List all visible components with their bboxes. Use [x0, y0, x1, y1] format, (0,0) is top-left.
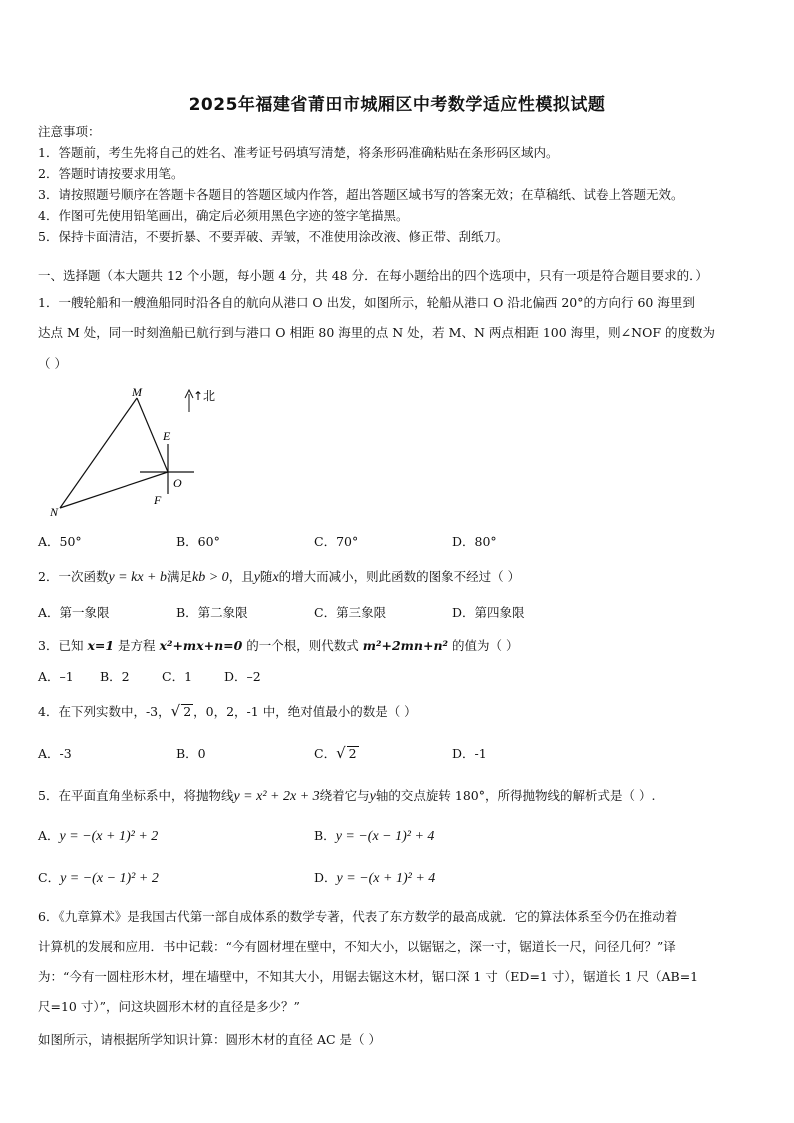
q2-text-part: ，且	[228, 569, 254, 584]
notice-item: 5．保持卡面清洁，不要折暴、不要弄破、弄皱，不准使用涂改液、修正带、刮纸刀。	[38, 229, 509, 244]
q1-text: （ ）	[38, 356, 67, 371]
label-m: M	[132, 385, 142, 399]
notice-heading: 注意事项：	[38, 124, 101, 139]
q2-suffix: 的增大而减小，则此函数的图象不经过（ ）	[278, 569, 521, 584]
q5-option-equation: y = −(x + 1)² + 2	[59, 829, 159, 844]
q6-text: 计算机的发展和应用．书中记载：“今有圆材埋在壁中，不知大小，以锯锯之，深一寸，锯道长一尺，问径几何？”译	[38, 939, 676, 954]
q3-option-a[interactable]: A．–1	[38, 669, 74, 684]
q2-var-x: x	[272, 570, 279, 585]
q5-text	[38, 786, 655, 805]
q5-option-c[interactable]	[38, 868, 159, 887]
q3-text	[38, 636, 518, 654]
notice-item: 4．作图可先使用铅笔画出，确定后必须用黑色字迹的签字笔描黑。	[38, 208, 409, 223]
q2-condition: kb > 0	[192, 570, 229, 585]
q1-option-b[interactable]: B．60°	[176, 534, 220, 549]
q4-text	[38, 702, 417, 720]
q5-option-equation: y = −(x − 1)² + 4	[335, 829, 435, 844]
q6-text: 如图所示，请根据所学知识计算：圆形木材的直径 AC 是（ ）	[38, 1032, 382, 1047]
q2-option-b[interactable]: B．第二象限	[176, 605, 248, 620]
q4-option-c[interactable]	[314, 744, 359, 762]
q1-option-c[interactable]: C．70°	[314, 534, 359, 549]
q5-option-b[interactable]	[314, 826, 434, 845]
label-o: O	[173, 476, 182, 490]
q5-equation: y = x² + 2x + 3	[233, 789, 320, 804]
q5-var-y: y	[369, 789, 376, 804]
q3-expression: m²+2mn+n²	[362, 638, 449, 653]
q2-prefix: 2．一次函数	[38, 569, 109, 584]
q2-option-d[interactable]: D．第四象限	[452, 605, 525, 620]
q4-suffix: ，0，2，-1 中，绝对值最小的数是（ ）	[193, 704, 417, 719]
q2-var-y: y	[253, 570, 260, 585]
notice-item: 3．请按照题号顺序在答题卡各题目的答题区域内作答，超出答题区域书写的答案无效；在草稿纸、试卷上答题无效。	[38, 187, 684, 202]
q2-text-part: 满足	[167, 569, 193, 584]
q3-option-d[interactable]: D．–2	[224, 669, 261, 684]
q4-option-c-label: C．	[314, 746, 337, 761]
label-e: E	[163, 429, 171, 443]
q6-text: 尺=10 寸）”，问这块圆形木材的直径是多少？”	[38, 999, 300, 1014]
q3-root: x=1	[87, 638, 115, 653]
q5-option-label: D．	[314, 870, 337, 885]
sqrt-symbol: √	[336, 744, 346, 762]
q3-text-part: 的一个根，则代数式	[242, 638, 363, 653]
sqrt-symbol: √	[170, 702, 181, 720]
q2-text-part: 随	[259, 569, 273, 584]
q2-text	[38, 567, 520, 586]
q5-option-label: A．	[38, 828, 60, 843]
q3-equation: x²+mx+n=0	[159, 638, 243, 653]
q3-prefix: 3．已知	[38, 638, 88, 653]
q6-text: 为：“今有一圆柱形木材，埋在墙壁中，不知其大小，用锯去锯这木材，锯口深 1 寸（ED=1 寸），锯道长 1 尺（AB=1	[38, 969, 699, 984]
q2-option-a[interactable]: A．第一象限	[38, 605, 110, 620]
q3-text-part: 是方程	[114, 638, 160, 653]
section-heading: 一、选择题（本大题共 12 个小题，每小题 4 分，共 48 分．在每小题给出的四个选项中，只有一项是符合题目要求的．）	[38, 268, 708, 283]
notice-item: 2．答题时请按要求用笔。	[38, 166, 184, 181]
q5-option-label: B．	[314, 828, 336, 843]
q4-prefix: 4．在下列实数中，-3，	[38, 704, 171, 719]
q1-text: 达点 M 处，同一时刻渔船已航行到与港口 O 相距 80 海里的点 N 处，若 M、N 两点相距 100 海里，则∠NOF 的度数为	[38, 325, 715, 340]
q2-equation: y = kx + b	[108, 570, 167, 585]
notice-item: 1．答题前，考生先将自己的姓名、准考证号码填写清楚，将条形码准确粘贴在条形码区域内。	[38, 145, 559, 160]
q3-suffix: 的值为（ ）	[448, 638, 519, 653]
north-label: ↑北	[193, 389, 216, 403]
q4-option-a[interactable]: A．-3	[38, 746, 72, 761]
q4-option-c-value: 2	[348, 746, 357, 761]
q5-prefix: 5．在平面直角坐标系中，将抛物线	[38, 788, 234, 803]
q5-option-d[interactable]	[314, 868, 435, 887]
page-title: 2025年福建省莆田市城厢区中考数学适应性模拟试题	[188, 95, 606, 115]
q4-sqrt-value: 2	[183, 704, 192, 719]
q1-option-d[interactable]: D．80°	[452, 534, 497, 549]
q5-option-label: C．	[38, 870, 61, 885]
q5-option-a[interactable]	[38, 826, 158, 845]
label-n: N	[50, 505, 59, 519]
q6-text: 6．《九章算术》是我国古代第一部自成体系的数学专著，代表了东方数学的最高成就．它的算法体系至今仍在推动着	[38, 909, 678, 924]
q4-option-d[interactable]: D．-1	[452, 746, 487, 761]
q1-option-a[interactable]: A．50°	[38, 534, 82, 549]
q5-suffix: 轴的交点旋转 180°，所得抛物线的解析式是（ ）.	[375, 788, 656, 803]
q2-option-c[interactable]: C．第三象限	[314, 605, 387, 620]
q3-option-c[interactable]: C．1	[162, 669, 193, 684]
q1-figure	[40, 378, 240, 520]
q5-option-equation: y = −(x + 1)² + 4	[336, 871, 436, 886]
q4-option-b[interactable]: B．0	[176, 746, 206, 761]
q5-option-equation: y = −(x − 1)² + 2	[60, 871, 159, 886]
q3-option-b[interactable]: B．2	[100, 669, 130, 684]
label-f: F	[154, 493, 162, 507]
q1-text: 1．一艘轮船和一艘渔船同时沿各自的航向从港口 O 出发，如图所示，轮船从港口 O 沿北偏西 20°的方向行 60 海里到	[38, 295, 695, 310]
q5-text-part: 绕着它与	[319, 788, 370, 803]
